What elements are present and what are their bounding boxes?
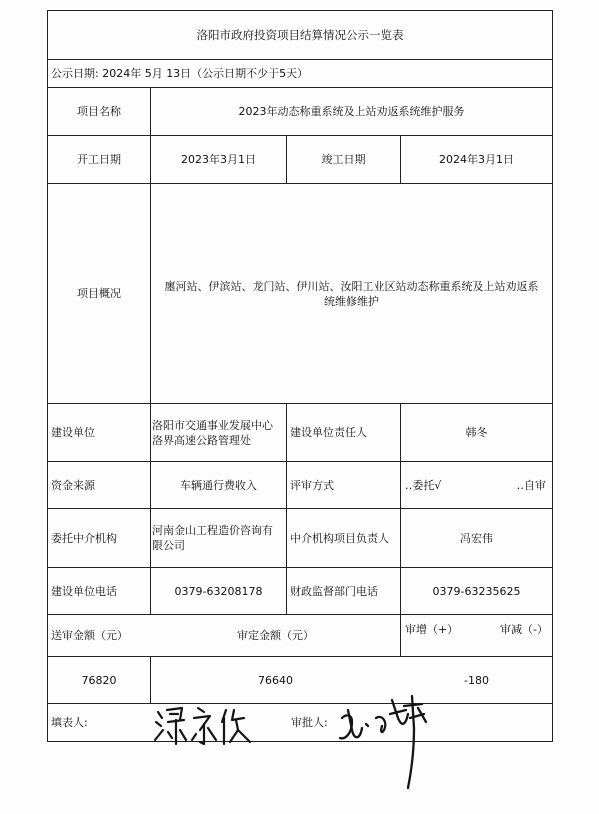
label-difference — [401, 615, 552, 656]
value-approved-amount: 76640 — [258, 673, 293, 687]
notice-date: 公示日期: 2024年 5月 13日（公示日期不少于5天） — [51, 67, 309, 80]
approved-by-signature — [332, 688, 447, 798]
value-project-name: 2023年动态称重系统及上站劝返系统维护服务 — [238, 105, 465, 118]
label-start-date: 开工日期 — [77, 153, 121, 166]
label-builder-phone: 建设单位电话 — [51, 584, 117, 598]
label-overview: 项目概况 — [77, 287, 121, 300]
builder-line: 洛界高速公路管理处 — [152, 433, 251, 447]
overview-line: 廛河站、伊滨站、龙门站、伊川站、汝阳工业区站动态称重系统及上站劝返系 — [164, 279, 539, 293]
value-agency-person: 冯宏伟 — [460, 531, 493, 545]
review-option-commissioned: ‥委托√ — [405, 478, 442, 492]
label-builder-person: 建设单位责任人 — [290, 426, 367, 439]
label-agency-person: 中介机构项目负责人 — [290, 531, 389, 545]
label-approved-amount: 审定金额（元） — [237, 629, 314, 642]
value-builder-person: 韩冬 — [465, 426, 488, 439]
label-decrease: 审减（-） — [500, 623, 548, 636]
filled-by-signature — [150, 700, 265, 750]
label-approved-by: 审批人: — [291, 716, 328, 729]
label-increase: 审增（+） — [405, 623, 459, 636]
value-builder-phone: 0379-63208178 — [174, 584, 263, 598]
value-overview — [151, 184, 552, 403]
label-fund-source: 资金来源 — [51, 478, 95, 492]
value-review-method — [401, 462, 552, 508]
value-submitted-amount: 76820 — [81, 673, 117, 687]
value-difference: -180 — [464, 673, 489, 687]
label-review-method: 评审方式 — [290, 478, 334, 492]
value-completion-date: 2024年3月1日 — [439, 153, 514, 166]
value-agency — [151, 509, 286, 567]
agency-line: 限公司 — [152, 539, 185, 552]
label-completion-date: 竣工日期 — [321, 153, 366, 166]
label-finance-phone: 财政监督部门电话 — [290, 584, 378, 598]
value-finance-phone: 0379-63235625 — [432, 584, 521, 598]
label-project-name: 项目名称 — [77, 105, 121, 118]
page-title: 洛阳市政府投资项目结算情况公示一览表 — [196, 27, 404, 42]
overview-line: 统维修维护 — [324, 294, 379, 308]
value-builder — [151, 404, 286, 461]
label-agency: 委托中介机构 — [51, 531, 117, 545]
builder-line: 洛阳市交通事业发展中心 — [152, 418, 273, 432]
label-submitted-amount: 送审金额（元） — [51, 629, 128, 642]
value-fund-source: 车辆通行费收入 — [180, 478, 257, 492]
agency-line: 河南金山工程造价咨询有 — [152, 524, 273, 537]
value-start-date: 2023年3月1日 — [181, 153, 256, 166]
label-filled-by: 填表人: — [51, 716, 88, 729]
review-option-self: ‥自审 — [516, 478, 546, 492]
label-builder: 建设单位 — [51, 426, 95, 439]
